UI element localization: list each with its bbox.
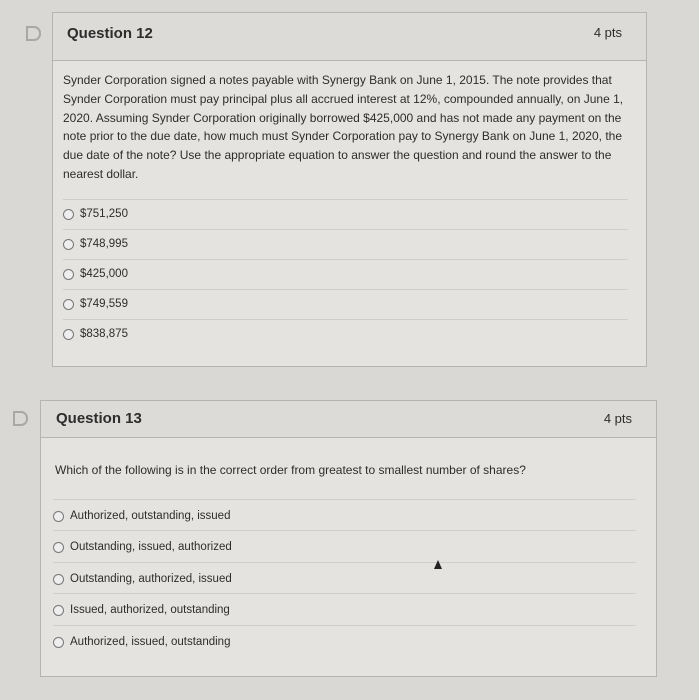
question-points: 4 pts bbox=[593, 25, 622, 40]
radio-button[interactable] bbox=[63, 239, 74, 250]
mouse-cursor-icon bbox=[434, 560, 442, 569]
answer-option[interactable] bbox=[53, 530, 636, 553]
answer-option[interactable] bbox=[53, 562, 636, 585]
radio-button[interactable] bbox=[53, 574, 64, 585]
answer-label: $751,250 bbox=[80, 208, 128, 220]
answer-label: Issued, authorized, outstanding bbox=[70, 604, 230, 616]
answer-option[interactable] bbox=[63, 289, 628, 310]
question-title: Question 12 bbox=[67, 25, 153, 42]
radio-button[interactable] bbox=[63, 209, 74, 220]
question-13-card bbox=[40, 400, 657, 677]
answer-label: $748,995 bbox=[80, 238, 128, 250]
answer-label: $749,559 bbox=[80, 298, 128, 310]
radio-button[interactable] bbox=[53, 637, 64, 648]
answer-option[interactable] bbox=[63, 229, 628, 250]
answer-option[interactable] bbox=[53, 593, 636, 616]
question-text: Synder Corporation signed a notes payable with Synergy Bank on June 1, 2015. The note provides that Synder Corporation must pay principal plus all accrued interest at 12%, compounded annually, on June 1, 2020. Assuming Synder Corporation originally borrowed $425,000 and has not made any payment on the note prior to the due date, how much must Synder Corporation pay to Synergy Bank on June 1, 2020, the due date of the note? Use the appropriate equation to answer the question and round the answer to the nearest dollar. bbox=[63, 73, 624, 181]
answer-option[interactable] bbox=[53, 625, 636, 648]
answer-option[interactable] bbox=[53, 499, 636, 522]
answer-label: $838,875 bbox=[80, 328, 128, 340]
radio-button[interactable] bbox=[63, 269, 74, 280]
answer-label: Outstanding, authorized, issued bbox=[70, 573, 232, 585]
radio-button[interactable] bbox=[63, 299, 74, 310]
answer-label: Authorized, issued, outstanding bbox=[70, 636, 231, 648]
radio-button[interactable] bbox=[53, 542, 64, 553]
question-title: Question 13 bbox=[56, 410, 142, 427]
question-12-card bbox=[52, 12, 647, 367]
radio-button[interactable] bbox=[53, 511, 64, 522]
answer-label: Authorized, outstanding, issued bbox=[70, 510, 231, 522]
question-text: Which of the following is in the correct order from greatest to smallest number of shares? bbox=[55, 463, 526, 477]
answer-label: Outstanding, issued, authorized bbox=[70, 541, 232, 553]
answer-label: $425,000 bbox=[80, 268, 128, 280]
question-points: 4 pts bbox=[603, 411, 632, 426]
radio-button[interactable] bbox=[63, 329, 74, 340]
flag-question-icon[interactable] bbox=[13, 411, 28, 426]
question-13-header bbox=[41, 401, 656, 438]
radio-button[interactable] bbox=[53, 605, 64, 616]
question-12-header bbox=[53, 13, 646, 61]
answer-option[interactable] bbox=[63, 319, 628, 340]
answer-option[interactable] bbox=[63, 259, 628, 280]
flag-question-icon[interactable] bbox=[26, 26, 41, 41]
